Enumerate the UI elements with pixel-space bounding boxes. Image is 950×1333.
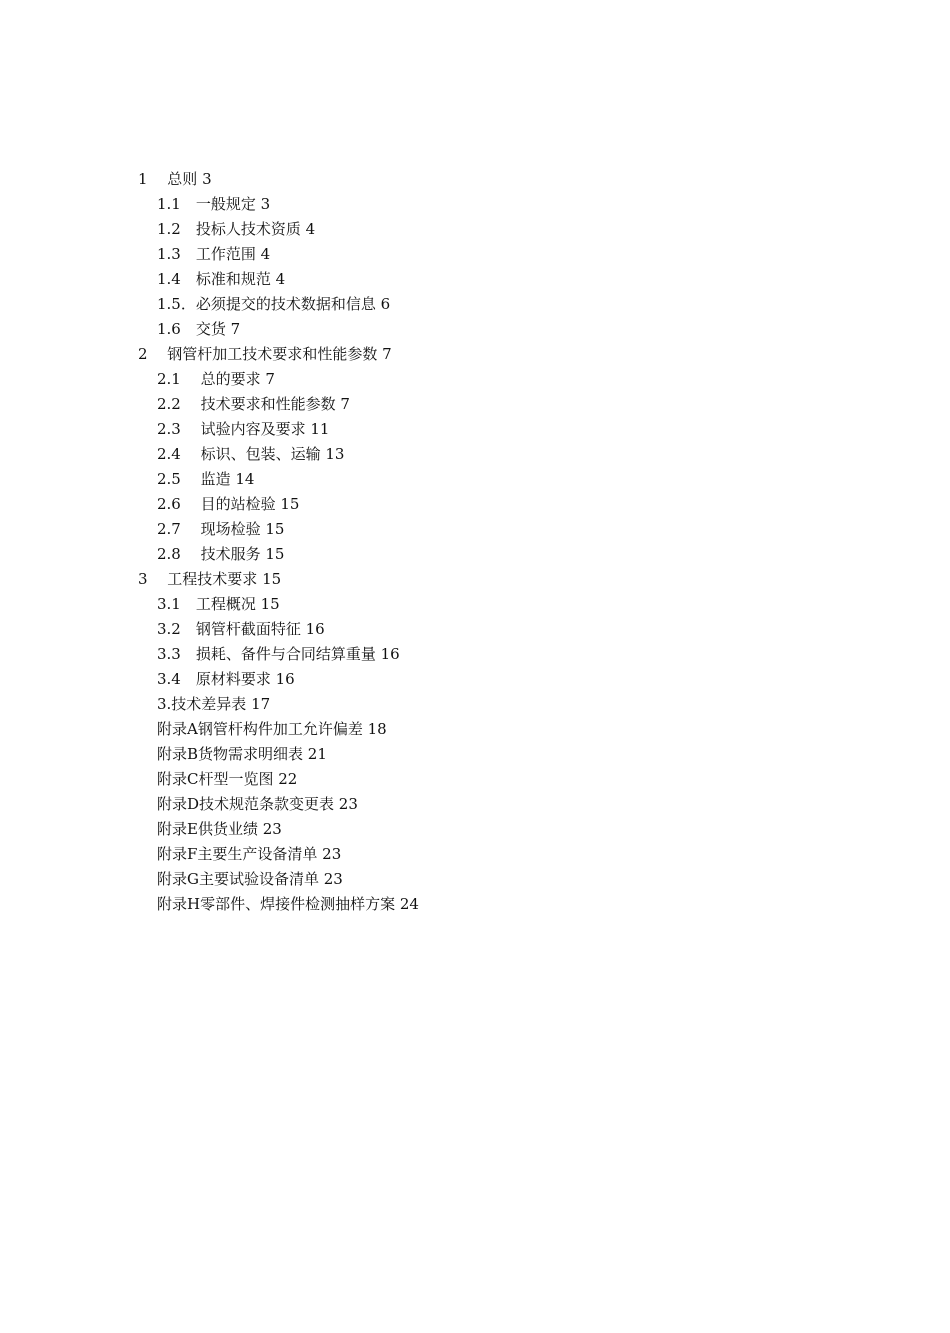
toc-entry[interactable]: 附录G主要试验设备清单 23 (157, 870, 343, 888)
toc-entry[interactable]: 1.3 工作范围 4 (157, 245, 271, 263)
toc-entry[interactable]: 2.3 试验内容及要求 11 (157, 420, 330, 438)
toc-entry[interactable]: 2 钢管杆加工技术要求和性能参数 7 (138, 345, 392, 363)
toc-entry[interactable]: 2.6 目的站检验 15 (157, 495, 300, 513)
toc-entry[interactable]: 1.4 标准和规范 4 (157, 270, 286, 288)
toc-entry[interactable]: 3.技术差异表 17 (157, 695, 271, 713)
toc-entry[interactable]: 附录A钢管杆构件加工允许偏差 18 (157, 720, 387, 738)
toc-entry[interactable]: 附录H零部件、焊接件检测抽样方案 24 (157, 895, 419, 913)
toc-entry[interactable]: 2.4 标识、包装、运输 13 (157, 445, 345, 463)
toc-entry[interactable]: 1.6 交货 7 (157, 320, 241, 338)
toc-entry[interactable]: 附录C杆型一览图 22 (157, 770, 298, 788)
toc-entry[interactable]: 1 总则 3 (138, 170, 212, 188)
table-of-contents (0, 168, 950, 918)
toc-entry[interactable]: 2.8 技术服务 15 (157, 545, 285, 563)
toc-entry[interactable]: 3.4 原材料要求 16 (157, 670, 295, 688)
toc-entry[interactable]: 附录D技术规范条款变更表 23 (157, 795, 358, 813)
toc-entry[interactable]: 2.5 监造 14 (157, 470, 255, 488)
toc-entry[interactable]: 3.2 钢管杆截面特征 16 (157, 620, 325, 638)
toc-entry[interactable]: 附录B货物需求明细表 21 (157, 745, 327, 763)
toc-entry[interactable]: 1.2 投标人技术资质 4 (157, 220, 316, 238)
toc-entry[interactable]: 附录F主要生产设备清单 23 (157, 845, 342, 863)
toc-entry[interactable]: 1.5．必须提交的技术数据和信息 6 (157, 295, 391, 313)
toc-entry[interactable]: 附录E供货业绩 23 (157, 820, 282, 838)
toc-entry[interactable]: 3.3 损耗、备件与合同结算重量 16 (157, 645, 400, 663)
toc-entry[interactable]: 3 工程技术要求 15 (138, 570, 282, 588)
toc-entry[interactable]: 2.2 技术要求和性能参数 7 (157, 395, 350, 413)
toc-entry[interactable]: 2.1 总的要求 7 (157, 370, 275, 388)
toc-entry[interactable]: 2.7 现场检验 15 (157, 520, 285, 538)
toc-entry[interactable]: 1.1 一般规定 3 (157, 195, 271, 213)
toc-entry[interactable]: 3.1 工程概况 15 (157, 595, 280, 613)
